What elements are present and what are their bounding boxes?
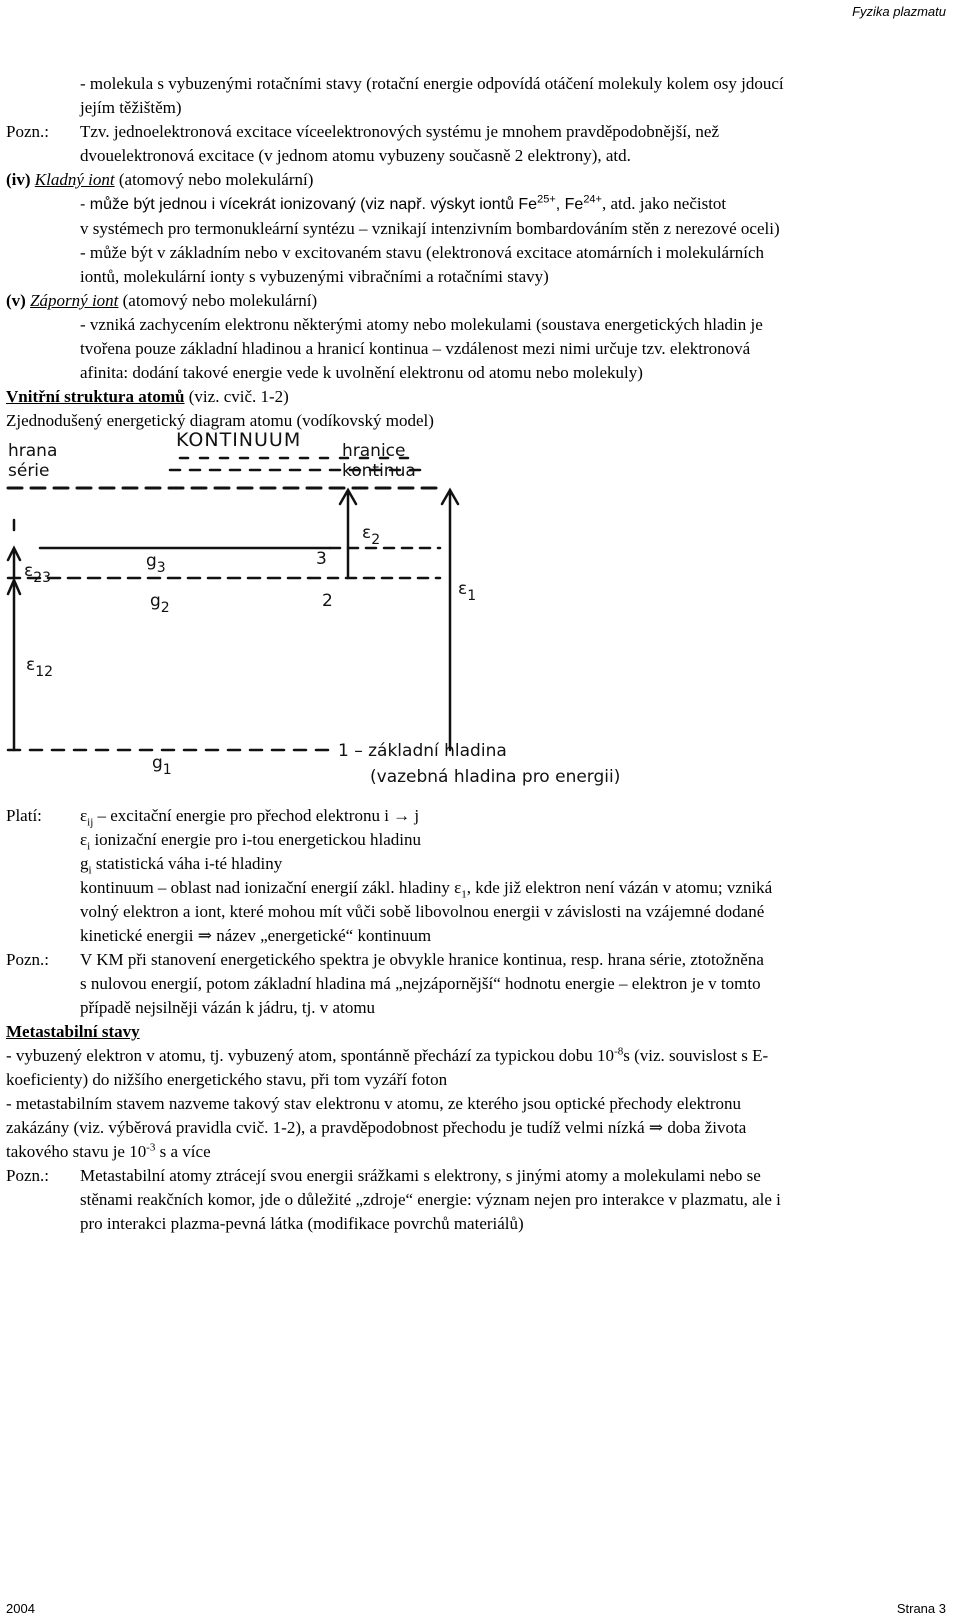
note-line: dvouelektronová excitace (v jednom atomu vybuzeny současně 2 elektrony), atd. — [80, 146, 631, 165]
heading-ref: (viz. cvič. 1-2) — [184, 387, 289, 406]
definitions — [6, 804, 936, 948]
definitions-block — [6, 804, 936, 1236]
note-line: Metastabilní atomy ztrácejí svou energii srážkami s elektrony, s jinými atomy a molekulami nebo se — [80, 1166, 761, 1185]
intro-line: jejím těžištěm) — [80, 98, 182, 117]
g2-label: $g_2$ — [150, 591, 170, 616]
note-2 — [6, 948, 936, 1020]
heading-rest: (atomový nebo molekulární) — [118, 291, 318, 310]
series-edge-label: série — [8, 461, 50, 481]
heading-title: Vnitřní struktura atomů — [6, 387, 185, 406]
eps2-label: $\varepsilon_2$ — [362, 523, 381, 548]
definitions-text — [80, 804, 772, 948]
definition-line: $g_i$ statistická váha i-té hladiny — [80, 854, 283, 877]
continuum-boundary-label: hranice — [342, 441, 406, 461]
note-1 — [6, 120, 936, 168]
ground-level-label: 1 – základní hladina — [338, 741, 507, 761]
note-text — [80, 120, 719, 168]
definition-line: $\varepsilon_i$ ionizační energie pro i-tou energetickou hladinu — [80, 830, 421, 853]
note-3 — [6, 1164, 936, 1236]
definition-line: kinetické energii ⇒ název „energetické“ kontinuum — [80, 926, 432, 945]
note-line: s nulovou energií, potom základní hladina má „nejzápornější“ hodnotu energie – elektron je v tomto — [80, 974, 761, 993]
positive-ion-heading — [6, 168, 936, 192]
page-header: Fyzika plazmatu — [852, 4, 946, 19]
level-2-label: 2 — [322, 591, 333, 611]
definition-line: kontinuum – oblast nad ionizační energií zákl. hladiny $\varepsilon_1$, kde již elektron není vázán v atomu; vzniká — [80, 878, 773, 901]
level-3-label: 3 — [316, 549, 327, 569]
negative-ion-heading — [6, 289, 936, 313]
positive-ion-line: iontů, molekulární ionty s vybuzenými vibračními a rotačními stavy) — [80, 267, 549, 286]
eps1-label: $\varepsilon_1$ — [458, 579, 477, 604]
term: Kladný iont — [34, 170, 115, 189]
positive-ion-line: - může být jednou i vícekrát ionizovaný (viz např. výskyt iontů $Fe^{25+}$, $Fe^{24+}$, atd. jako nečistot — [80, 193, 727, 213]
footer-page: Strana 3 — [896, 1601, 946, 1616]
note-text — [80, 1164, 781, 1236]
metastable-line: takového stavu je $10^{-3}$ s a více — [6, 1141, 211, 1161]
section-number: (v) — [6, 291, 26, 310]
intro-line: - molekula s vybuzenými rotačními stavy (rotační energie odpovídá otáčení molekuly kolem osy jdoucí — [80, 74, 784, 93]
term: Záporný iont — [30, 291, 119, 310]
metastable-heading: Metastabilní stavy — [6, 1022, 140, 1041]
definitions-label: Platí: — [6, 806, 42, 825]
continuum-boundary-label: kontinua — [342, 461, 416, 481]
positive-ion-line: v systémech pro termonukleární syntézu – vznikají intenzivním bombardováním stěn z nerezové oceli) — [80, 219, 780, 238]
note-label: Pozn.: — [6, 122, 49, 141]
metastable-line: koeficienty) do nižšího energetického stavu, při tom vyzáří foton — [6, 1070, 448, 1089]
negative-ion-line: tvořena pouze základní hladinou a hranicí kontinua – vzdálenost mezi nimi určuje tzv. elektronová — [80, 339, 751, 358]
structure-heading — [6, 385, 936, 409]
negative-ion-line: afinita: dodání takové energie vede k uvolnění elektronu od atomu nebo molekuly) — [80, 363, 643, 382]
positive-ion-line: - může být v základním nebo v excitovaném stavu (elektronová excitace atomárních i molekulárních — [80, 243, 764, 262]
definition-line: volný elektron a iont, které mohou mít vůči sobě libovolnou energii v závislosti na vzájemné dodané — [80, 902, 765, 921]
energy-diagram — [0, 430, 720, 800]
definition-line: $\varepsilon_{ij}$ – excitační energie pro přechod elektronu i → j — [80, 806, 420, 829]
note-text — [80, 948, 764, 1020]
metastable-line: - metastabilním stavem nazveme takový stav elektronu v atomu, ze kterého jsou optické přechody elektronu — [6, 1094, 742, 1113]
note-line: Tzv. jednoelektronová excitace víceelektronových systému je mnohem pravděpodobnější, než — [80, 122, 720, 141]
negative-ion-line: - vzniká zachycením elektronu některými atomy nebo molekulami (soustava energetických hladin je — [80, 315, 763, 334]
intro-block — [6, 72, 936, 433]
note-line: stěnami reakčních komor, jde o důležité „zdroje“ energie: význam nejen pro interakce v plazmatu, ale i — [80, 1190, 781, 1209]
metastable-line: zakázány (viz. výběrová pravidla cvič. 1-2), a pravděpodobnost přechodu je tudíž velmi nízká ⇒ doba života — [6, 1118, 747, 1137]
diagram-title: Zjednodušený energetický diagram atomu (vodíkovský model) — [6, 411, 434, 430]
note-label: Pozn.: — [6, 950, 49, 969]
note-line: případě nejsilněji vázán k jádru, tj. v atomu — [80, 998, 376, 1017]
eps23-label: $\varepsilon_{23}$ — [24, 561, 52, 586]
section-number: (iv) — [6, 170, 31, 189]
footer-year: 2004 — [6, 1601, 35, 1616]
ground-level-note: (vazebná hladina pro energii) — [370, 767, 621, 787]
metastable-line: - vybuzený elektron v atomu, tj. vybuzený atom, spontánně přechází za typickou dobu $10^{-8}s$ (viz. souvislost s E- — [6, 1045, 769, 1065]
note-label: Pozn.: — [6, 1166, 49, 1185]
note-line: V KM při stanovení energetického spektra je obvykle hranice kontinua, resp. hrana série, ztotožněna — [80, 950, 764, 969]
heading-rest: (atomový nebo molekulární) — [114, 170, 314, 189]
note-line: pro interakci plazma-pevná látka (modifikace povrchů materiálů) — [80, 1214, 524, 1233]
eps12-label: $\varepsilon_{12}$ — [26, 655, 54, 680]
g3-label: $g_3$ — [146, 551, 166, 576]
continuum-label: KONTINUUM — [176, 430, 302, 451]
series-edge-label: hrana — [8, 441, 58, 461]
g1-label: $g_1$ — [152, 753, 172, 778]
